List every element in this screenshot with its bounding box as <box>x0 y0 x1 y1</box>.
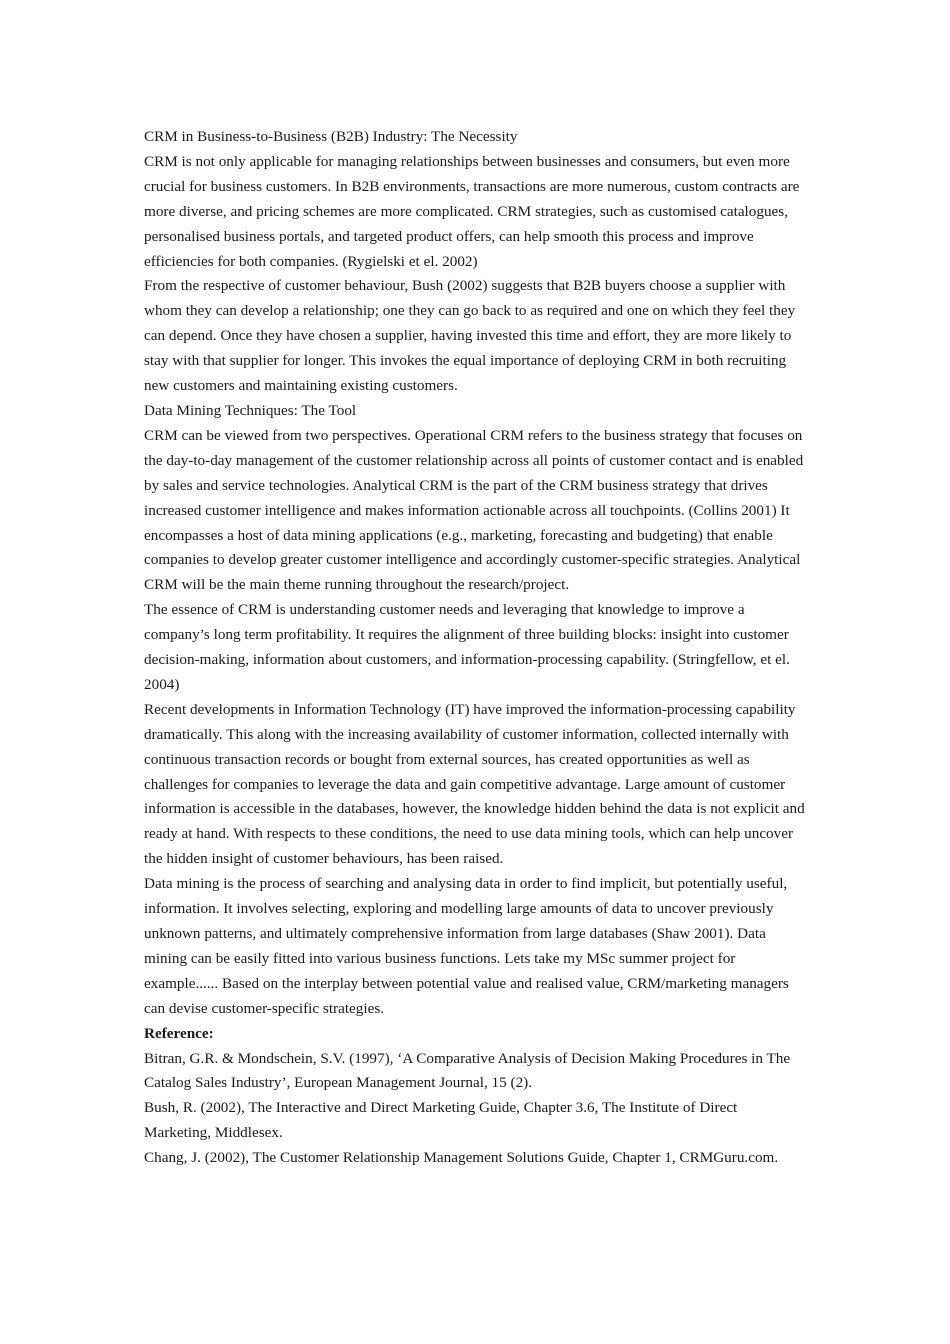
paragraph: CRM can be viewed from two perspectives. Operational CRM refers to the business strategy that focuses on the day-to-day management of the customer relationship across all points of customer contact and is enabled by sales and service technologies. Analytical CRM is the part of the CRM business strategy that drives increased customer intelligence and makes information actionable across all touchpoints. (Collins 2001) It encompasses a host of data mining applications (e.g., marketing, forecasting and budgeting) that enable companies to develop greater customer intelligence and accordingly customer-specific strategies. Analytical CRM will be the main theme running throughout the research/project. <box>144 426 804 594</box>
paragraph: Data mining is the process of searching and analysing data in order to find implicit, but potentially useful, information. It involves selecting, exploring and modelling large amounts of data to uncover previously unknown patterns, and ultimately comprehensive information from large databases (Shaw 2001). Data mining can be easily fitted into various business functions. Lets take my MSc summer project for example...... Based on the interplay between potential value and realised value, CRM/marketing managers can devise customer-specific strategies. <box>144 875 789 1017</box>
document-page <box>144 125 806 1171</box>
paragraph: The essence of CRM is understanding customer needs and leveraging that knowledge to improve a company’s long term profitability. It requires the alignment of three building blocks: insight into customer decision-making, information about customers, and information-processing capability. (Stringfellow, et el. 2004) <box>144 601 790 693</box>
reference-item: Chang, J. (2002), The Customer Relationship Management Solutions Guide, Chapter 1, CRMGuru.com. <box>144 1149 779 1167</box>
reference-item: Bitran, G.R. & Mondschein, S.V. (1997), ‘A Comparative Analysis of Decision Making Procedures in The Catalog Sales Industry’, European Management Journal, 15 (2). <box>144 1049 791 1092</box>
references-heading: Reference: <box>144 1024 214 1042</box>
reference-item: Bush, R. (2002), The Interactive and Direct Marketing Guide, Chapter 3.6, The Institute of Direct Marketing, Middlesex. <box>144 1099 738 1142</box>
paragraph: From the respective of customer behaviour, Bush (2002) suggests that B2B buyers choose a supplier with whom they can develop a relationship; one they can go back to as required and one on which they feel they can depend. Once they have chosen a supplier, having invested this time and effort, they are more likely to stay with that supplier for longer. This invokes the equal importance of deploying CRM in both recruiting new customers and maintaining existing customers. <box>144 277 796 395</box>
paragraph: Recent developments in Information Technology (IT) have improved the information-processing capability dramatically. This along with the increasing availability of customer information, collected internally with continuous transaction records or bought from external sources, has created opportunities as well as challenges for companies to leverage the data and gain competitive advantage. Large amount of customer information is accessible in the databases, however, the knowledge hidden behind the data is not explicit and ready at hand. With respects to these conditions, the need to use data mining tools, which can help uncover the hidden insight of customer behaviours, has been raised. <box>144 700 805 868</box>
section-heading: Data Mining Techniques: The Tool <box>144 401 357 419</box>
paragraph: CRM is not only applicable for managing relationships between businesses and consumers, but even more crucial for business customers. In B2B environments, transactions are more numerous, custom contracts are more diverse, and pricing schemes are more complicated. CRM strategies, such as customised catalogues, personalised business portals, and targeted product offers, can help smooth this process and improve efficiencies for both companies. (Rygielski et el. 2002) <box>144 152 800 270</box>
section-heading: CRM in Business-to-Business (B2B) Industry: The Necessity <box>144 128 518 145</box>
